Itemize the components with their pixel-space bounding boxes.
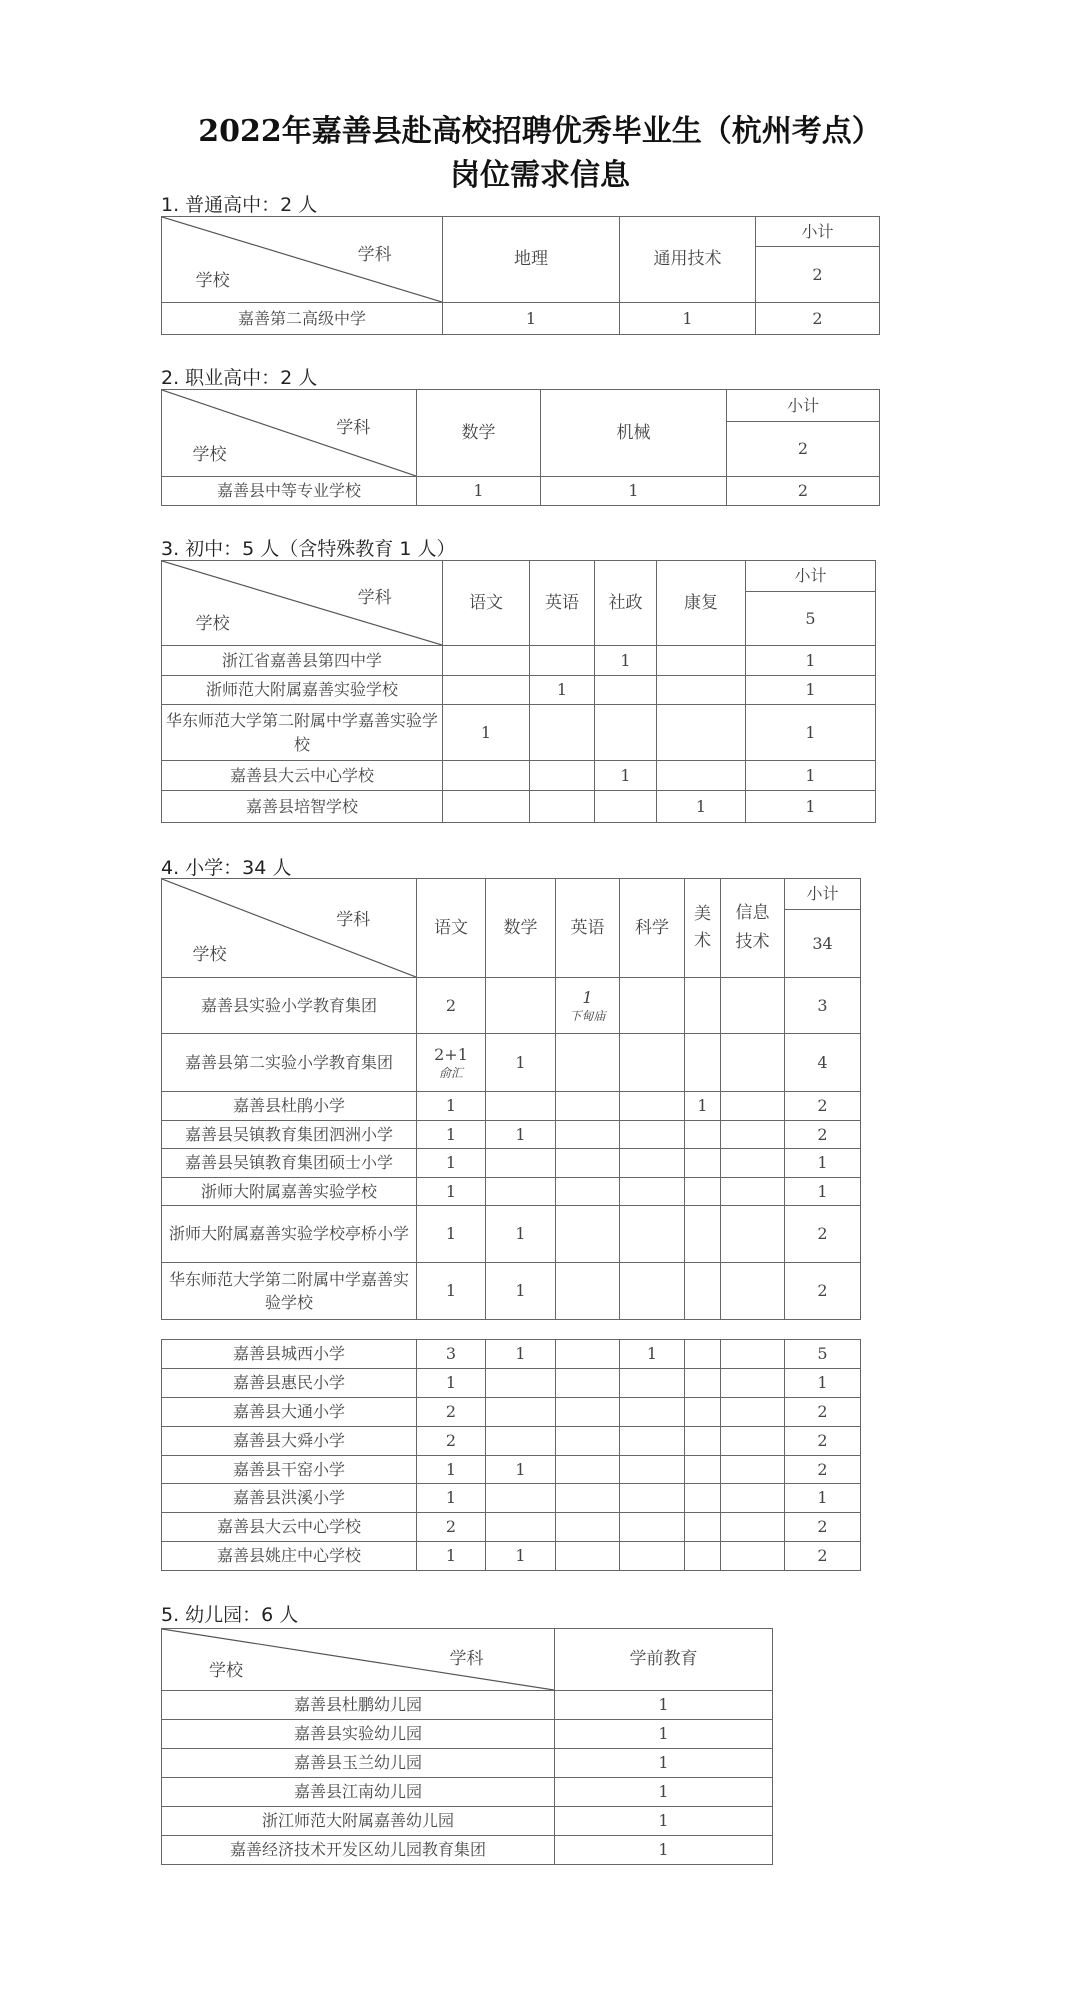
subtotal-cell: 2: [785, 1427, 861, 1456]
count-cell: 1: [486, 1263, 556, 1320]
subtotal-cell: 1: [746, 761, 876, 791]
staffing-table-continued: [161, 1339, 861, 1571]
count-cell: [486, 1513, 556, 1542]
school-name-cell: 嘉善县杜鹃小学: [162, 1092, 417, 1121]
count-cell: [685, 1178, 721, 1206]
count-cell: [620, 1484, 685, 1513]
count-cell: [620, 1034, 685, 1092]
count-cell: 1: [417, 1121, 486, 1149]
count-cell: [443, 791, 530, 823]
count-cell: 1: [620, 303, 756, 335]
subtotal-header: [746, 561, 876, 646]
subject-header: 科学: [620, 879, 685, 978]
corner-school-label: 学校: [195, 270, 230, 291]
table-row: [162, 1427, 861, 1456]
count-cell: [620, 978, 685, 1034]
table-row: [162, 1398, 861, 1427]
count-cell: [721, 1178, 785, 1206]
count-cell: [721, 1398, 785, 1427]
subject-header: 英语: [530, 561, 595, 646]
count-cell: [685, 1427, 721, 1456]
table-row: [162, 1149, 861, 1178]
count-cell: [685, 1513, 721, 1542]
count-cell: [721, 1121, 785, 1149]
school-name-cell: 嘉善县吴镇教育集团泗洲小学: [162, 1121, 417, 1149]
school-name-cell: 嘉善县洪溪小学: [162, 1484, 417, 1513]
subject-header: 机械: [541, 390, 727, 477]
table-row: [162, 1263, 861, 1320]
subtotal-header: [785, 879, 861, 978]
subtotal-cell: 2: [727, 477, 880, 506]
subtotal-header-wrap: [785, 879, 860, 977]
count-cell: [620, 1092, 685, 1121]
count-cell: [620, 1542, 685, 1571]
count-cell: [620, 1427, 685, 1456]
section-label: 2. 职业高中：2 人: [161, 367, 318, 389]
table-row: [162, 646, 876, 676]
school-name-cell: 嘉善县中等专业学校: [162, 477, 417, 506]
count-cell: [556, 1340, 620, 1369]
staffing-table: [161, 216, 880, 335]
count-cell: 1: [555, 1836, 773, 1865]
count-cell: [685, 1369, 721, 1398]
corner-header-cell: [162, 879, 417, 978]
count-cell: [620, 1263, 685, 1320]
count-cell: [685, 1542, 721, 1571]
count-cell: 1: [595, 761, 657, 791]
count-cell: [556, 1484, 620, 1513]
count-cell: 1: [486, 1340, 556, 1369]
table-row: [162, 1720, 773, 1749]
subtotal-cell: 2: [756, 303, 880, 335]
count-cell: 2: [417, 1427, 486, 1456]
subtotal-cell: 5: [785, 1340, 861, 1369]
subject-header: 社政: [595, 561, 657, 646]
count-cell: [721, 1369, 785, 1398]
count-cell: [721, 1263, 785, 1320]
count-cell: 1: [486, 1206, 556, 1263]
count-cell: [556, 1149, 620, 1178]
count-cell: 2: [417, 1398, 486, 1427]
document-title: 2022年嘉善县赴高校招聘优秀毕业生（杭州考点）: [198, 114, 882, 149]
school-name-cell: 浙师大附属嘉善实验学校: [162, 1178, 417, 1206]
header-row: [162, 1629, 773, 1691]
subtotal-label: 小计: [785, 879, 860, 910]
table-row: [162, 1484, 861, 1513]
count-cell: 1: [486, 1542, 556, 1571]
count-value: 2+1: [434, 1045, 468, 1065]
subject-header: 数学: [486, 879, 556, 978]
count-cell: [443, 761, 530, 791]
subject-header: 学前教育: [555, 1629, 773, 1691]
count-cell: 1: [417, 1178, 486, 1206]
subject-header: 地理: [443, 217, 620, 303]
count-cell: 1: [486, 1456, 556, 1484]
count-cell: [530, 646, 595, 676]
count-cell: [721, 1513, 785, 1542]
school-name-cell: 华东师范大学第二附属中学嘉善实验学校: [162, 1263, 417, 1320]
corner-school-label: 学校: [209, 1661, 244, 1682]
table-row: [162, 1807, 773, 1836]
count-cell: [556, 1121, 620, 1149]
school-name-cell: 嘉善经济技术开发区幼儿园教育集团: [162, 1836, 555, 1865]
count-cell: 1: [555, 1720, 773, 1749]
subtotal-label: 小计: [727, 390, 879, 422]
count-cell: 1: [417, 1149, 486, 1178]
school-name-cell: 嘉善县吴镇教育集团硕士小学: [162, 1149, 417, 1178]
corner-subject-label: 学科: [336, 417, 371, 438]
corner-header-cell: [162, 1629, 555, 1691]
count-cell: 1: [417, 477, 541, 506]
subtotal-header: [756, 217, 880, 303]
count-cell: [685, 978, 721, 1034]
count-cell: [595, 791, 657, 823]
school-name-cell: 嘉善第二高级中学: [162, 303, 443, 335]
school-name-cell: 嘉善县大舜小学: [162, 1427, 417, 1456]
table-row: [162, 1092, 861, 1121]
count-cell: [556, 1456, 620, 1484]
count-cell: [620, 1398, 685, 1427]
count-cell: [620, 1149, 685, 1178]
header-row: [162, 390, 880, 477]
count-note: 俞汇: [438, 1066, 463, 1081]
count-cell: [530, 761, 595, 791]
corner-header-cell: [162, 217, 443, 303]
school-name-cell: 华东师范大学第二附属中学嘉善实验学校: [162, 705, 443, 761]
count-cell: 1: [657, 791, 746, 823]
subtotal-cell: 3: [785, 978, 861, 1034]
count-cell: [685, 1149, 721, 1178]
school-name-cell: 嘉善县第二实验小学教育集团: [162, 1034, 417, 1092]
count-cell: [685, 1206, 721, 1263]
count-cell: [620, 1513, 685, 1542]
subtotal-header-wrap: [746, 561, 875, 645]
count-cell: [443, 676, 530, 705]
table-row: [162, 978, 861, 1034]
count-cell: [417, 1034, 486, 1092]
staffing-table: [161, 389, 880, 506]
count-cell: [685, 1121, 721, 1149]
school-name-cell: 嘉善县城西小学: [162, 1340, 417, 1369]
count-cell: [556, 1513, 620, 1542]
subtotal-cell: 2: [785, 1456, 861, 1484]
count-cell: [721, 1340, 785, 1369]
subtotal-cell: 1: [746, 676, 876, 705]
corner-school-label: 学校: [195, 613, 230, 634]
table-row: [162, 761, 876, 791]
corner-subject-label: 学科: [336, 910, 371, 931]
school-name-cell: 嘉善县杜鹏幼儿园: [162, 1691, 555, 1720]
table-row: [162, 1121, 861, 1149]
count-cell: [486, 1369, 556, 1398]
table-row: [162, 1206, 861, 1263]
count-cell: [556, 1263, 620, 1320]
count-cell: [486, 1092, 556, 1121]
table-row: [162, 1034, 861, 1092]
school-name-cell: 嘉善县实验小学教育集团: [162, 978, 417, 1034]
count-cell: [620, 1121, 685, 1149]
subject-header: 英语: [556, 879, 620, 978]
count-cell: 1: [530, 676, 595, 705]
table-row: [162, 1369, 861, 1398]
count-cell: [620, 1456, 685, 1484]
subject-header: 通用技术: [620, 217, 756, 303]
subtotal-cell: 4: [785, 1034, 861, 1092]
count-cell: 1: [555, 1749, 773, 1778]
subtotal-header-wrap: [727, 390, 879, 476]
count-cell: [486, 1484, 556, 1513]
subtotal-header: [727, 390, 880, 477]
subtotal-cell: 2: [785, 1263, 861, 1320]
table-row: [162, 1542, 861, 1571]
count-cell: 1: [555, 1778, 773, 1807]
count-cell: 1: [443, 303, 620, 335]
count-cell: [620, 1206, 685, 1263]
count-cell: [556, 1092, 620, 1121]
count-cell: [657, 646, 746, 676]
corner-subject-label: 学科: [357, 244, 392, 265]
subtotal-total: 2: [797, 439, 809, 459]
table-row: [162, 1691, 773, 1720]
count-cell: [721, 1427, 785, 1456]
subtotal-total: 34: [812, 933, 833, 953]
school-name-cell: 嘉善县江南幼儿园: [162, 1778, 555, 1807]
count-cell: [556, 1542, 620, 1571]
subtotal-header-wrap: [756, 217, 879, 302]
table-row: [162, 676, 876, 705]
count-cell: 1: [595, 646, 657, 676]
count-cell: 1: [486, 1034, 556, 1092]
staffing-table: [161, 560, 876, 823]
count-cell: [620, 1369, 685, 1398]
subject-header: 美术: [685, 879, 721, 978]
count-cell: [556, 1178, 620, 1206]
subtotal-cell: 2: [785, 1206, 861, 1263]
count-cell: [685, 1340, 721, 1369]
subtotal-cell: 1: [785, 1484, 861, 1513]
count-cell: [486, 1149, 556, 1178]
count-cell: 1: [555, 1691, 773, 1720]
table-row: [162, 477, 880, 506]
corner-header-cell: [162, 561, 443, 646]
school-name-cell: 嘉善县培智学校: [162, 791, 443, 823]
section-label: 1. 普通高中：2 人: [161, 194, 318, 216]
count-cell: [556, 1398, 620, 1427]
count-cell: 1: [555, 1807, 773, 1836]
count-cell: [556, 1206, 620, 1263]
school-name-cell: 浙江省嘉善县第四中学: [162, 646, 443, 676]
count-cell: 2: [417, 1513, 486, 1542]
table-row: [162, 1178, 861, 1206]
section-label: 3. 初中：5 人（含特殊教育 1 人）: [161, 538, 456, 560]
table-row: [162, 1836, 773, 1865]
school-name-cell: 嘉善县大云中心学校: [162, 1513, 417, 1542]
count-cell: [595, 705, 657, 761]
school-name-cell: 浙江师范大附属嘉善幼儿园: [162, 1807, 555, 1836]
school-name-cell: 嘉善县惠民小学: [162, 1369, 417, 1398]
count-cell: [721, 1092, 785, 1121]
subtotal-cell: 2: [785, 1092, 861, 1121]
count-cell: [556, 1427, 620, 1456]
count-cell: 1: [620, 1340, 685, 1369]
count-cell: [556, 1034, 620, 1092]
subject-header: 康复: [657, 561, 746, 646]
corner-school-label: 学校: [192, 944, 227, 965]
count-cell: 1: [685, 1092, 721, 1121]
staffing-table: [161, 1628, 773, 1865]
subject-header: 信息技术: [721, 879, 785, 978]
subject-header: 语文: [443, 561, 530, 646]
school-name-cell: 浙师范大附属嘉善实验学校: [162, 676, 443, 705]
subtotal-cell: 1: [785, 1369, 861, 1398]
subtotal-cell: 1: [785, 1149, 861, 1178]
count-cell: [685, 1484, 721, 1513]
count-cell: [721, 978, 785, 1034]
subtotal-cell: 2: [785, 1542, 861, 1571]
school-name-cell: 浙师大附属嘉善实验学校亭桥小学: [162, 1206, 417, 1263]
count-cell: 1: [417, 1206, 486, 1263]
subtotal-total: 2: [812, 264, 823, 284]
table-row: [162, 1749, 773, 1778]
count-cell: [595, 676, 657, 705]
subtotal-cell: 2: [785, 1513, 861, 1542]
count-cell: [721, 1149, 785, 1178]
header-row: [162, 879, 861, 978]
table-row: [162, 1778, 773, 1807]
header-row: [162, 217, 880, 303]
subtotal-label: 小计: [746, 561, 875, 592]
table-row: [162, 303, 880, 335]
count-cell: 1: [443, 705, 530, 761]
subtotal-total: 5: [805, 608, 816, 628]
count-cell: 1: [417, 1263, 486, 1320]
count-cell: [721, 1542, 785, 1571]
count-cell: [530, 705, 595, 761]
table-row: [162, 1513, 861, 1542]
count-cell: [721, 1456, 785, 1484]
subtotal-cell: 1: [746, 646, 876, 676]
count-cell: [620, 1178, 685, 1206]
count-cell: 1: [486, 1121, 556, 1149]
count-cell: 3: [417, 1340, 486, 1369]
count-cell: [556, 1369, 620, 1398]
count-cell: [443, 646, 530, 676]
count-cell: [556, 978, 620, 1034]
table-row: [162, 705, 876, 761]
subtotal-cell: 1: [785, 1178, 861, 1206]
subject-header: 语文: [417, 879, 486, 978]
subtotal-label: 小计: [756, 217, 879, 247]
count-cell: [657, 705, 746, 761]
count-cell: [685, 1456, 721, 1484]
count-cell: [657, 761, 746, 791]
header-row: [162, 561, 876, 646]
count-cell: [530, 791, 595, 823]
count-cell: [721, 1484, 785, 1513]
school-name-cell: 嘉善县干窑小学: [162, 1456, 417, 1484]
subtotal-cell: 2: [785, 1398, 861, 1427]
corner-subject-label: 学科: [357, 588, 392, 609]
count-value: 1: [582, 988, 593, 1008]
count-cell: [486, 1178, 556, 1206]
count-cell: 1: [417, 1484, 486, 1513]
staffing-table: [161, 878, 861, 1320]
count-cell: 1: [417, 1456, 486, 1484]
count-cell: [486, 978, 556, 1034]
school-name-cell: 嘉善县大通小学: [162, 1398, 417, 1427]
school-name-cell: 嘉善县实验幼儿园: [162, 1720, 555, 1749]
count-cell: 1: [541, 477, 727, 506]
subtotal-cell: 1: [746, 705, 876, 761]
school-name-cell: 嘉善县大云中心学校: [162, 761, 443, 791]
corner-header-cell: [162, 390, 417, 477]
count-cell: 2: [417, 978, 486, 1034]
corner-subject-label: 学科: [449, 1649, 484, 1670]
count-cell: [657, 676, 746, 705]
count-note: 下甸庙: [569, 1009, 606, 1024]
count-cell: 1: [417, 1369, 486, 1398]
count-cell: [721, 1206, 785, 1263]
count-cell: [486, 1427, 556, 1456]
table-row: [162, 1456, 861, 1484]
school-name-cell: 嘉善县姚庄中心学校: [162, 1542, 417, 1571]
table-row: [162, 791, 876, 823]
subtotal-cell: 2: [785, 1121, 861, 1149]
count-cell: [721, 1034, 785, 1092]
corner-school-label: 学校: [192, 444, 227, 465]
count-cell: [486, 1398, 556, 1427]
subject-header: 数学: [417, 390, 541, 477]
school-name-cell: 嘉善县玉兰幼儿园: [162, 1749, 555, 1778]
count-cell: [685, 1034, 721, 1092]
count-cell: 1: [417, 1542, 486, 1571]
document-subtitle: 岗位需求信息: [450, 158, 630, 193]
table-row: [162, 1340, 861, 1369]
subtotal-cell: 1: [746, 791, 876, 823]
section-label: 5. 幼儿园：6 人: [161, 1604, 299, 1626]
count-cell: [685, 1263, 721, 1320]
section-label: 4. 小学：34 人: [161, 857, 292, 879]
count-cell: [685, 1398, 721, 1427]
count-cell: 1: [417, 1092, 486, 1121]
